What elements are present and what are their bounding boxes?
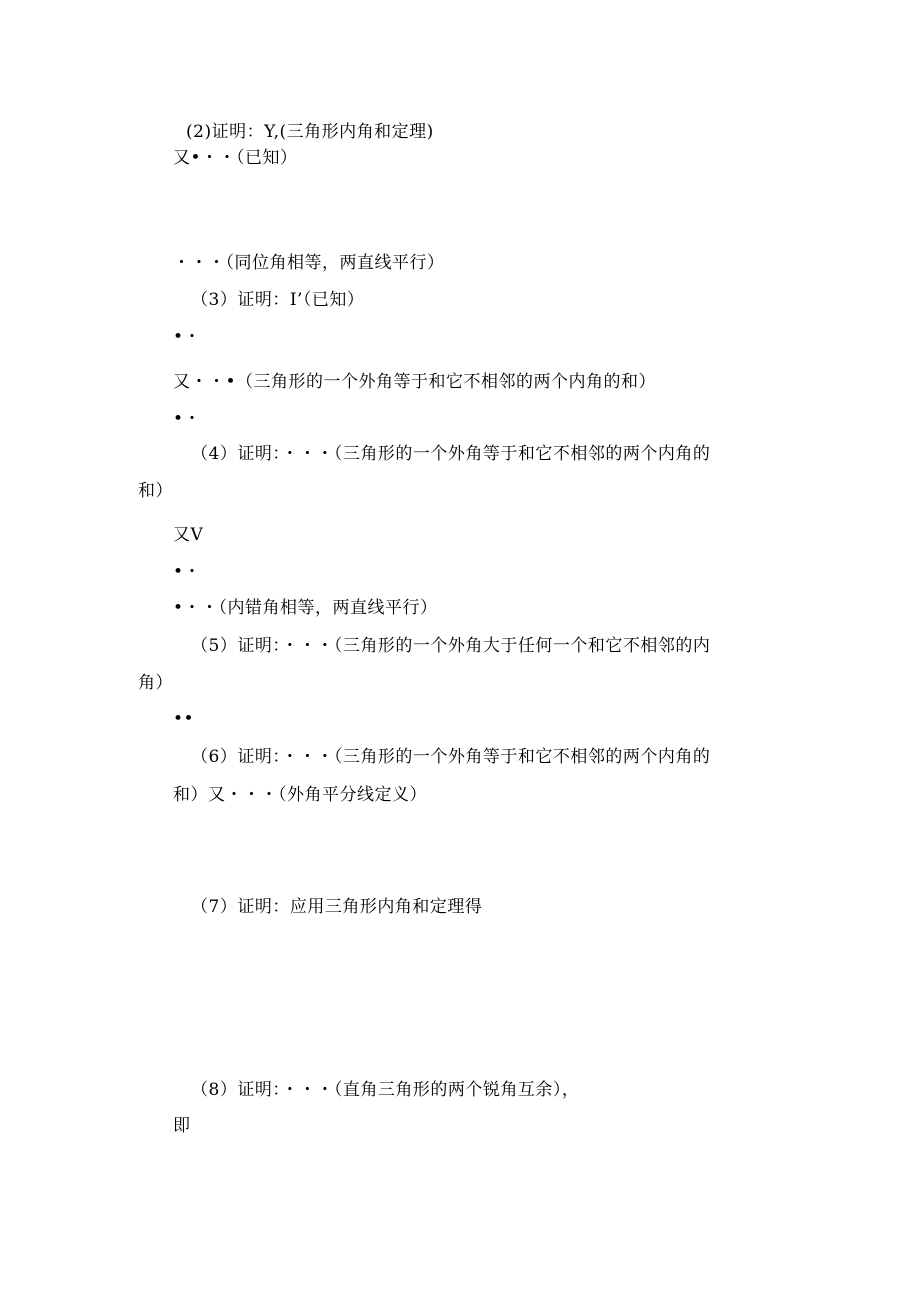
proof-2-given-line: 又•・・（已知） xyxy=(173,148,298,168)
proof-2-parallel-line: ・・・（同位角相等，两直线平行） xyxy=(173,253,445,273)
proof-6-continuation-line: 和）又・・・（外角平分线定义） xyxy=(173,785,427,805)
proof-3-dots-line: •・ xyxy=(173,327,202,347)
proof-8-line: （8）证明：・・・（直角三角形的两个锐角互余）， xyxy=(191,1080,580,1100)
proof-4-parallel-line: •・・（内错角相等，两直线平行） xyxy=(173,598,438,618)
proof-8-ie-line: 即 xyxy=(173,1116,191,1136)
proof-4-also-line: 又V xyxy=(173,525,204,545)
proof-5-line: （5）证明：・・・（三角形的一个外角大于任何一个和它不相邻的内 xyxy=(191,636,711,656)
proof-6-line: （6）证明：・・・（三角形的一个外角等于和它不相邻的两个内角的 xyxy=(191,747,711,767)
proof-2-line: (2)证明：Y,(三角形内角和定理) xyxy=(186,122,434,142)
proof-3-dots-line-2: •・ xyxy=(173,409,202,429)
proof-4-continuation-line: 和） xyxy=(138,481,173,501)
proof-3-exterior-angle-line: 又・・•（三角形的一个外角等于和它不相邻的两个内角的和） xyxy=(173,372,657,392)
proof-3-line: （3）证明：I’（已知） xyxy=(191,290,365,310)
proof-5-dots-line: •• xyxy=(173,709,195,729)
proof-4-line: （4）证明：・・・（三角形的一个外角等于和它不相邻的两个内角的 xyxy=(191,444,711,464)
proof-7-line: （7）证明：应用三角形内角和定理得 xyxy=(191,897,483,917)
proof-4-dots-line: •・ xyxy=(173,562,202,582)
proof-5-continuation-line: 角） xyxy=(138,673,173,693)
